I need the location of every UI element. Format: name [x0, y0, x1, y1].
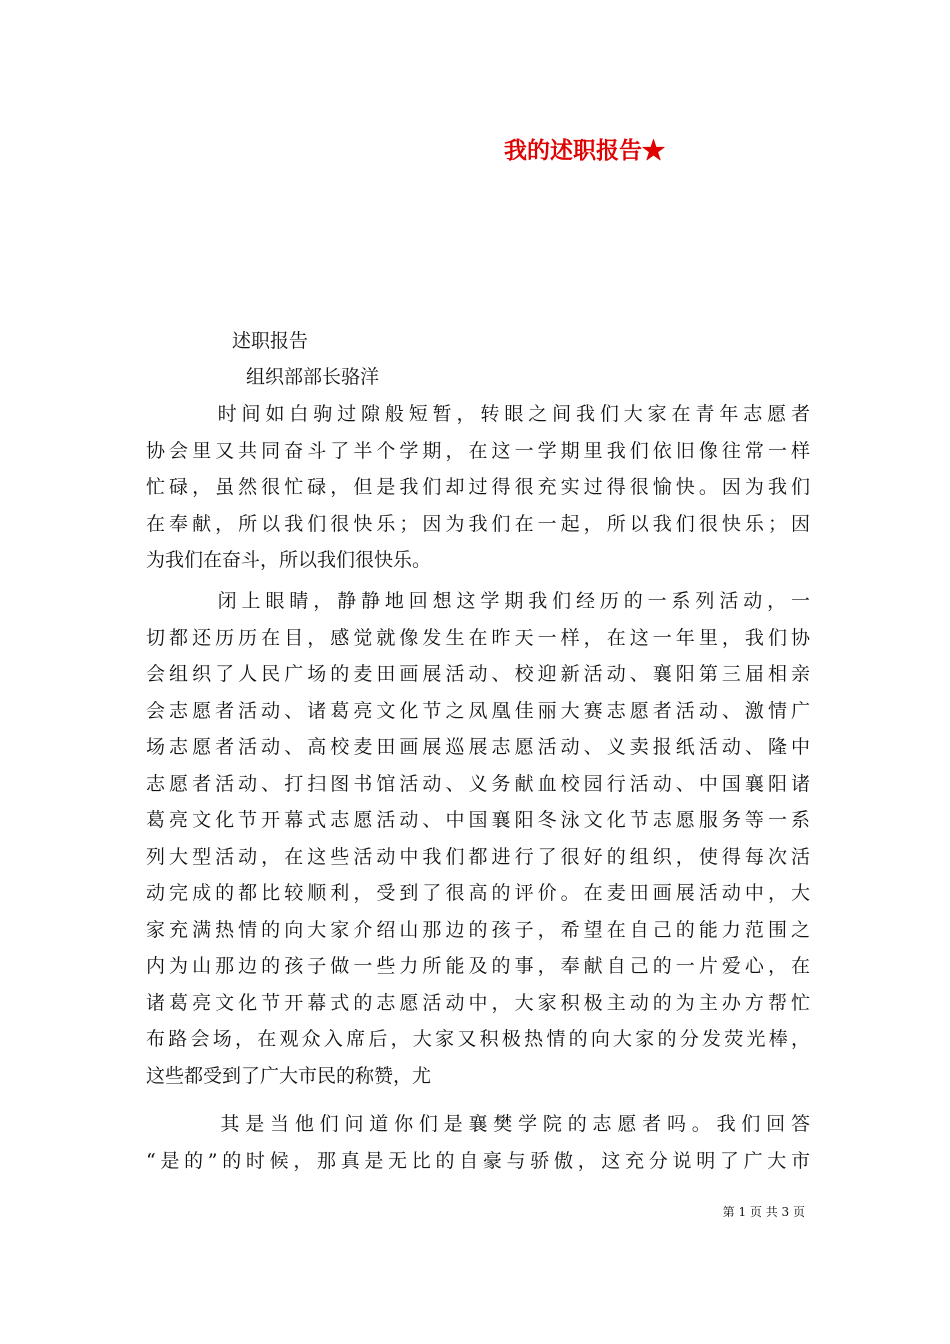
paragraph-line: 诸葛亮文化节开幕式的志愿活动中，大家积极主动的为主办方帮忙: [146, 991, 810, 1014]
paragraph-line: 为我们在奋斗，所以我们很快乐。: [146, 549, 432, 571]
report-heading: 述职报告: [232, 330, 309, 352]
paragraph-line: 闭上眼睛，静静地回想这学期我们经历的一系列活动，一: [146, 590, 810, 612]
paragraph-line: 场志愿者活动、高校麦田画展巡展志愿活动、义卖报纸活动、隆中: [146, 736, 810, 758]
paragraph-line: 这些都受到了广大市民的称赞，尤: [146, 1064, 432, 1087]
paragraph-line: 会志愿者活动、诸葛亮文化节之凤凰佳丽大赛志愿者活动、激情广: [146, 699, 810, 722]
paragraph-line: 忙碌，虽然很忙碌，但是我们却过得很充实过得很愉快。因为我们: [146, 476, 810, 498]
page-number-footer: 第 1 页 共 3 页: [722, 1205, 805, 1219]
paragraph-line: 切都还历历在目，感觉就像发生在昨天一样，在这一年里，我们协: [146, 626, 810, 649]
paragraph-line: 志愿者活动、打扫图书馆活动、义务献血校园行活动、中国襄阳诸: [146, 772, 810, 795]
paragraph-line: 会组织了人民广场的麦田画展活动、校迎新活动、襄阳第三届相亲: [146, 663, 810, 685]
report-author: 组织部部长骆洋: [246, 366, 380, 388]
paragraph-line: 葛亮文化节开幕式志愿活动、中国襄阳冬泳文化节志愿服务等一系: [146, 809, 810, 831]
paragraph-line: 动完成的都比较顺利，受到了很高的评价。在麦田画展活动中，大: [146, 882, 810, 904]
paragraph-line: 其是当他们问道你们是襄樊学院的志愿者吗。我们回答: [146, 1113, 810, 1135]
paragraph-line: 布路会场，在观众入席后，大家又积极热情的向大家的分发荧光棒，: [146, 1028, 810, 1050]
paragraph-line: 在奉献，所以我们很快乐；因为我们在一起，所以我们很快乐；因: [146, 512, 810, 535]
paragraph-3: [146, 1106, 810, 1179]
paragraph-line: 内为山那边的孩子做一些力所能及的事，奉献自己的一片爱心，在: [146, 955, 810, 977]
paragraph-1: [146, 396, 810, 579]
document-title: 我的述职报告★: [504, 137, 665, 164]
paragraph-line: “是的”的时候，那真是无比的自豪与骄傲，这充分说明了广大市: [146, 1149, 810, 1172]
paragraph-line: 时间如白驹过隙般短暂，转眼之间我们大家在青年志愿者: [146, 403, 810, 425]
paragraph-2: [146, 583, 810, 1094]
paragraph-line: 家充满热情的向大家介绍山那边的孩子，希望在自己的能力范围之: [146, 918, 810, 941]
paragraph-line: 协会里又共同奋斗了半个学期，在这一学期里我们依旧像往常一样: [146, 439, 810, 462]
paragraph-line: 列大型活动，在这些活动中我们都进行了很好的组织，使得每次活: [146, 845, 810, 868]
